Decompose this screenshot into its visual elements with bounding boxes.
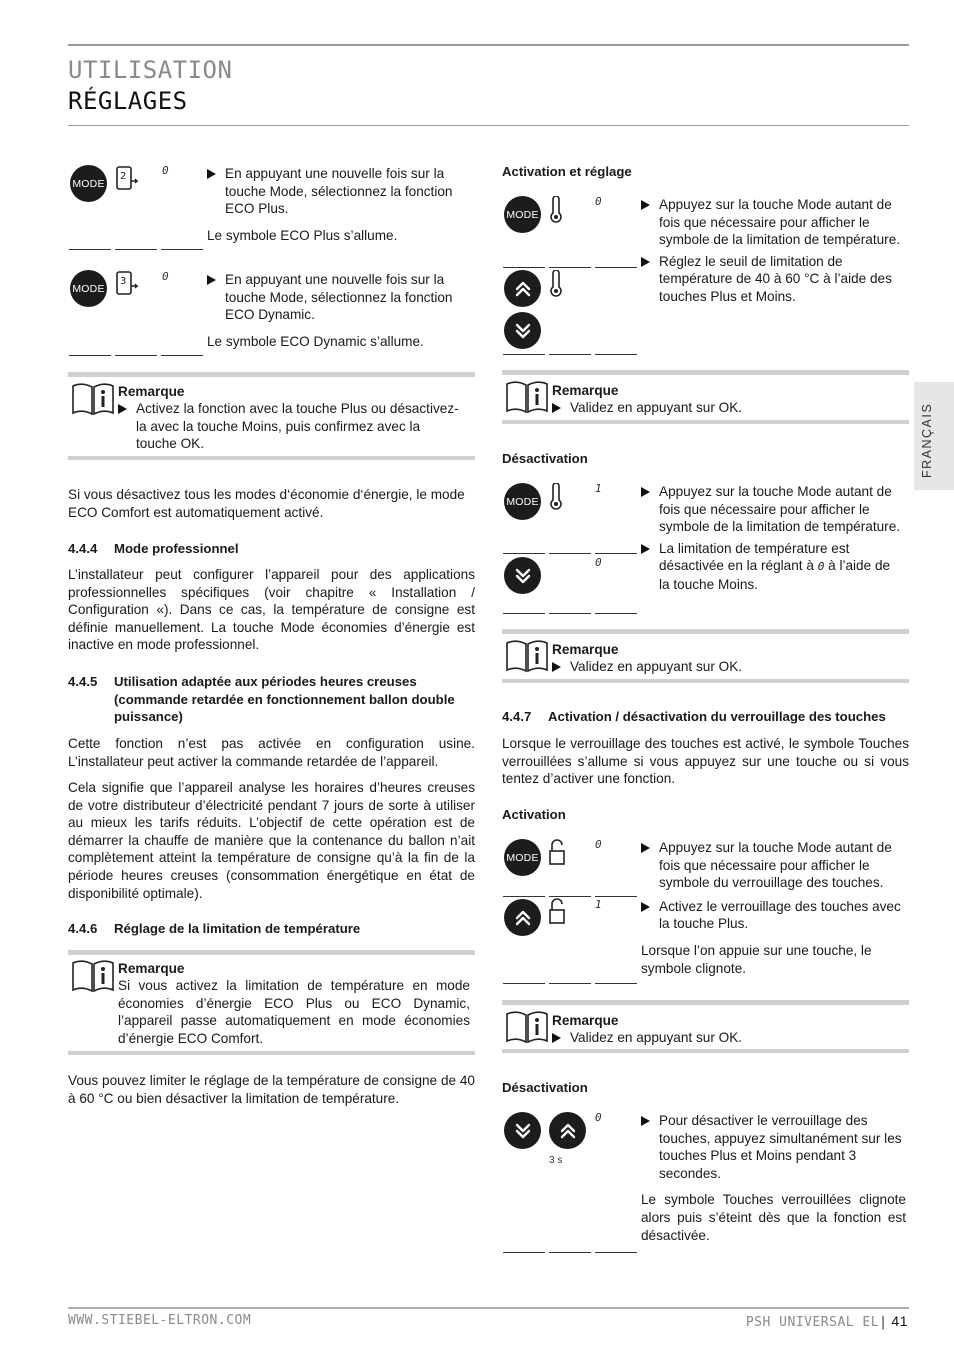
note-bottom-bar bbox=[68, 1051, 475, 1055]
display-digit: 1 bbox=[595, 898, 602, 911]
double-chevron-down-icon bbox=[513, 321, 533, 341]
note-text: Validez en appuyant sur OK. bbox=[552, 658, 892, 676]
language-tab[interactable]: FRANÇAIS bbox=[914, 382, 954, 490]
header-bottom-rule bbox=[68, 125, 909, 126]
display-underline bbox=[503, 1252, 545, 1253]
note-top-bar bbox=[502, 629, 909, 634]
subheading: Désactivation bbox=[502, 1080, 588, 1095]
display-underline bbox=[595, 1252, 637, 1253]
subheading: Activation bbox=[502, 807, 566, 822]
display-underline bbox=[503, 553, 545, 554]
instruction-list: Pour désactiver le verrouillage des touches, appuyez simultanément sur les touches Plus et Moins pendant 3 secondes. Le symbole Touches verrouillées clignote alors puis s’éteint dès que la fonction est désactivée. bbox=[641, 1113, 906, 1243]
display-digit: 0 bbox=[162, 164, 169, 177]
paragraph: Si vous désactivez tous les modes d‘économie d‘énergie, le mode ECO Comfort est automatiquement activé. bbox=[68, 487, 465, 520]
footer-rule bbox=[68, 1307, 909, 1309]
note-bottom-bar bbox=[502, 679, 909, 683]
display-underline bbox=[69, 249, 111, 250]
display-underline bbox=[549, 983, 591, 984]
plus-button[interactable] bbox=[504, 270, 541, 307]
eco-dynamic-icon bbox=[114, 270, 142, 298]
paragraph: L’installateur peut configurer l’appareil pour des applications professionnelles spécifiques (voir chapitre « Installation / Configuration «). Dans ce cas, la température de consigne est définie manuellement. La touche Mode économies d’énergie est inactive en mode professionnel. bbox=[68, 567, 475, 653]
subheading: Désactivation bbox=[502, 451, 588, 466]
padlock-open-icon bbox=[548, 839, 566, 867]
paragraph: Cela signifie que l’appareil analyse les horaires d’heures creuses de votre distributeur d’électricité pendant 7 jours de sorte à utiliser au mieux les tarifs réduits. L’objectif de cette opération est de démarrer la chauffe de manière que la contenance du ballon n’ait complètement atteint la température de consigne qu’à la fin de la période heures creuses (consommation énergétique en état de disponibilité optimale). bbox=[68, 780, 475, 901]
note-top-bar bbox=[68, 372, 475, 377]
display-underline bbox=[503, 354, 545, 355]
display-underline bbox=[549, 1252, 591, 1253]
display-underline bbox=[161, 249, 203, 250]
instruction: En appuyant une nouvelle fois sur la touche Mode, sélectionnez la fonction ECO Dynamic. bbox=[207, 271, 472, 324]
display-underline bbox=[549, 613, 591, 614]
footer-website[interactable]: WWW.STIEBEL-ELTRON.COM bbox=[68, 1313, 252, 1328]
mode-button[interactable]: MODE bbox=[504, 839, 541, 876]
double-chevron-up-icon bbox=[513, 279, 533, 299]
display-underline bbox=[115, 249, 157, 250]
double-chevron-down-icon bbox=[513, 566, 533, 586]
display-digit: 0 bbox=[595, 1111, 602, 1124]
double-chevron-up-icon bbox=[513, 908, 533, 928]
padlock-open-icon bbox=[548, 898, 566, 926]
display-underline bbox=[503, 613, 545, 614]
display-underline bbox=[595, 267, 637, 268]
display-underline bbox=[69, 355, 111, 356]
display-digit: 0 bbox=[595, 556, 602, 569]
display-underline bbox=[595, 983, 637, 984]
note-text: Validez en appuyant sur OK. bbox=[552, 399, 892, 417]
info-book-icon bbox=[504, 639, 550, 673]
note-title: Remarque bbox=[118, 961, 185, 976]
svg-text:3: 3 bbox=[120, 276, 127, 287]
double-chevron-up-icon bbox=[558, 1121, 578, 1141]
note-bottom-bar bbox=[502, 420, 909, 424]
section-heading-444: 4.4.4 Mode professionnel bbox=[68, 541, 239, 556]
note-bottom-bar bbox=[68, 456, 475, 460]
display-underline bbox=[549, 267, 591, 268]
mode-button[interactable]: MODE bbox=[504, 196, 541, 233]
minus-button[interactable] bbox=[504, 312, 541, 349]
note-text: Activez la fonction avec la touche Plus ou désactivez-la avec la touche Moins, puis confirmez avec la touche OK. bbox=[118, 400, 463, 453]
instruction-list: Appuyez sur la touche Mode autant de fois que nécessaire pour afficher le symbole de la limitation de température. La limitation de température est désactivée en la réglant à 0 à l’aide de la touche Moins. bbox=[641, 483, 903, 594]
info-book-icon bbox=[70, 382, 116, 416]
note-title: Remarque bbox=[552, 642, 619, 657]
display-underline bbox=[549, 896, 591, 897]
info-book-icon bbox=[70, 959, 116, 993]
display-underline bbox=[595, 613, 637, 614]
minus-button[interactable] bbox=[504, 557, 541, 594]
result-text: Le symbole ECO Plus s’allume. bbox=[207, 228, 398, 243]
page-title: RÉGLAGES bbox=[68, 87, 188, 115]
section-title: UTILISATION bbox=[68, 56, 233, 84]
mode-button[interactable]: MODE bbox=[70, 270, 107, 307]
note-top-bar bbox=[68, 950, 475, 955]
paragraph: Cette fonction n’est pas activée en configuration usine. L’installateur peut activer la commande retardée de l’appareil. bbox=[68, 736, 475, 769]
plus-button[interactable] bbox=[549, 1112, 586, 1149]
paragraph: Lorsque le verrouillage des touches est activé, le symbole Touches verrouillées s’allume si vous appuyez sur une touche ou si vous tentez d’activer une fonction. bbox=[502, 736, 909, 787]
note-top-bar bbox=[502, 1000, 909, 1005]
display-underline bbox=[503, 896, 545, 897]
section-heading-446: 4.4.6 Réglage de la limitation de température bbox=[68, 921, 361, 936]
display-underline bbox=[549, 354, 591, 355]
display-underline bbox=[503, 983, 545, 984]
info-book-icon bbox=[504, 1010, 550, 1044]
subheading: Activation et réglage bbox=[502, 164, 632, 179]
note-text: Si vous activez la limitation de température en mode économies d’énergie ECO Plus ou ECO Dynamic, l’appareil passe automatiquement en mode économies d’énergie ECO Comfort. bbox=[118, 978, 470, 1046]
display-underline bbox=[503, 267, 545, 268]
display-underline bbox=[549, 553, 591, 554]
thermometer-icon bbox=[548, 483, 564, 511]
mode-button[interactable]: MODE bbox=[70, 165, 107, 202]
instruction: En appuyant une nouvelle fois sur la touche Mode, sélectionnez la fonction ECO Plus. bbox=[207, 165, 472, 218]
note-text: Validez en appuyant sur OK. bbox=[552, 1029, 892, 1047]
paragraph: Vous pouvez limiter le réglage de la température de consigne de 40 à 60 °C ou bien désactiver la limitation de température. bbox=[68, 1073, 475, 1106]
page-number: 41 bbox=[891, 1313, 908, 1329]
info-book-icon bbox=[504, 380, 550, 414]
display-underline bbox=[595, 896, 637, 897]
thermometer-icon bbox=[548, 196, 564, 224]
display-underline bbox=[115, 355, 157, 356]
section-heading-445: 4.4.5 Utilisation adaptée aux périodes heures creuses (commande retardée en fonctionnement ballon double puissance) bbox=[68, 674, 455, 725]
note-title: Remarque bbox=[118, 384, 185, 399]
double-chevron-down-icon bbox=[513, 1121, 533, 1141]
display-underline bbox=[161, 355, 203, 356]
note-bottom-bar bbox=[502, 1049, 909, 1053]
display-digit: 0 bbox=[595, 195, 602, 208]
eco-plus-icon bbox=[114, 165, 142, 193]
display-digit: 0 bbox=[162, 270, 169, 283]
plus-button[interactable] bbox=[504, 899, 541, 936]
display-digit: 0 bbox=[595, 838, 602, 851]
footer-product: PSH UNIVERSAL EL| 41 bbox=[745, 1313, 908, 1330]
hold-duration: 3 s bbox=[549, 1155, 563, 1166]
thermometer-icon bbox=[548, 270, 564, 298]
instruction-list: Appuyez sur la touche Mode autant de fois que nécessaire pour afficher le symbole du verrouillage des touches. Activez le verrouillage des touches avec la touche Plus. Lorsque l’on appuie sur une touche, le symbole clignote. bbox=[641, 840, 901, 976]
mode-button[interactable]: MODE bbox=[504, 483, 541, 520]
instruction-list: Appuyez sur la touche Mode autant de fois que nécessaire pour afficher le symbole de la limitation de température. Réglez le seuil de limitation de température de 40 à 60 °C à l’aide des touches Plus et Moins. bbox=[641, 196, 903, 306]
minus-button[interactable] bbox=[504, 1112, 541, 1149]
display-underline bbox=[595, 553, 637, 554]
note-title: Remarque bbox=[552, 1013, 619, 1028]
result-text: Le symbole ECO Dynamic s’allume. bbox=[207, 334, 424, 349]
header-top-rule bbox=[68, 44, 909, 46]
display-digit: 1 bbox=[595, 482, 602, 495]
note-top-bar bbox=[502, 370, 909, 375]
section-heading-447: 4.4.7 Activation / désactivation du verrouillage des touches bbox=[502, 709, 886, 724]
note-title: Remarque bbox=[552, 383, 619, 398]
svg-text:2: 2 bbox=[120, 171, 127, 182]
display-underline bbox=[595, 354, 637, 355]
